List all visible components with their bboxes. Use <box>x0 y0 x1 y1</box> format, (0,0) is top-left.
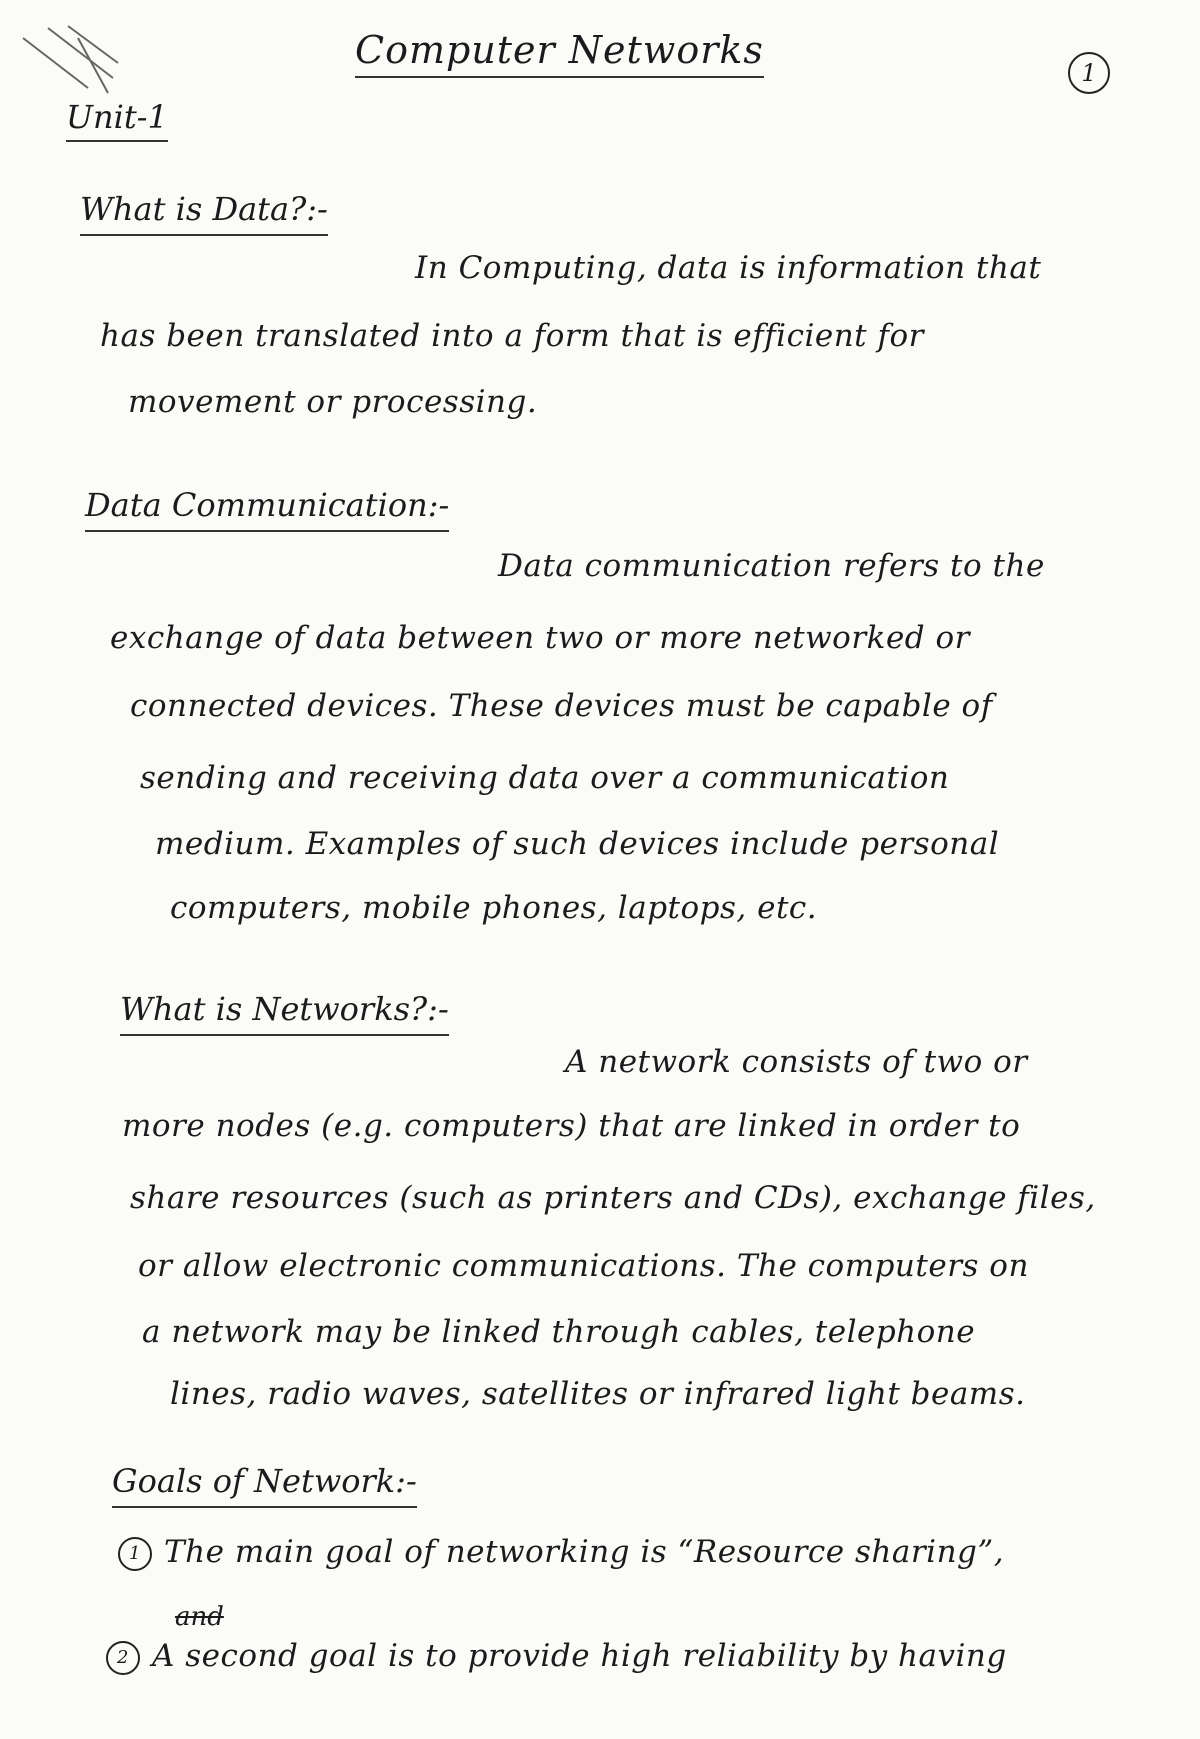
text-line: share resources (such as printers and CDs), exchange files, <box>130 1180 1096 1216</box>
text-line: computers, mobile phones, laptops, etc. <box>170 890 818 926</box>
page-number: 1 <box>1068 52 1110 94</box>
goal-text: A second goal is to provide high reliability by having <box>152 1638 1007 1674</box>
goal-item <box>106 1638 1007 1675</box>
text-line: lines, radio waves, satellites or infrared light beams. <box>170 1376 1026 1412</box>
text-line: connected devices. These devices must be capable of <box>130 688 993 724</box>
section-heading-networks: What is Networks?:- <box>120 990 449 1036</box>
goal-item <box>118 1534 1004 1571</box>
text-line: medium. Examples of such devices include personal <box>155 826 1000 862</box>
text-line: movement or processing. <box>128 384 538 420</box>
text-line: more nodes (e.g. computers) that are linked in order to <box>122 1108 1021 1144</box>
section-heading-goals: Goals of Network:- <box>112 1462 417 1508</box>
item-number-badge: 2 <box>106 1641 140 1675</box>
section-heading-data-communication: Data Communication:- <box>85 486 449 532</box>
pen-scribble-mark <box>18 18 128 98</box>
struck-out-text: and <box>175 1602 224 1632</box>
text-line: A network consists of two or <box>565 1044 1028 1080</box>
item-number-badge: 1 <box>118 1537 152 1571</box>
text-line: or allow electronic communications. The computers on <box>138 1248 1029 1284</box>
text-line: a network may be linked through cables, telephone <box>142 1314 976 1350</box>
text-line: Data communication refers to the <box>498 548 1045 584</box>
section-heading-data: What is Data?:- <box>80 190 328 236</box>
text-line: In Computing, data is information that <box>415 250 1042 286</box>
goal-text: The main goal of networking is “Resource sharing”, <box>164 1534 1005 1570</box>
page-title: Computer Networks <box>355 28 764 78</box>
text-line: exchange of data between two or more networked or <box>110 620 970 656</box>
text-line: sending and receiving data over a communication <box>140 760 950 796</box>
unit-label: Unit-1 <box>66 98 168 142</box>
text-line: has been translated into a form that is efficient for <box>100 318 924 354</box>
